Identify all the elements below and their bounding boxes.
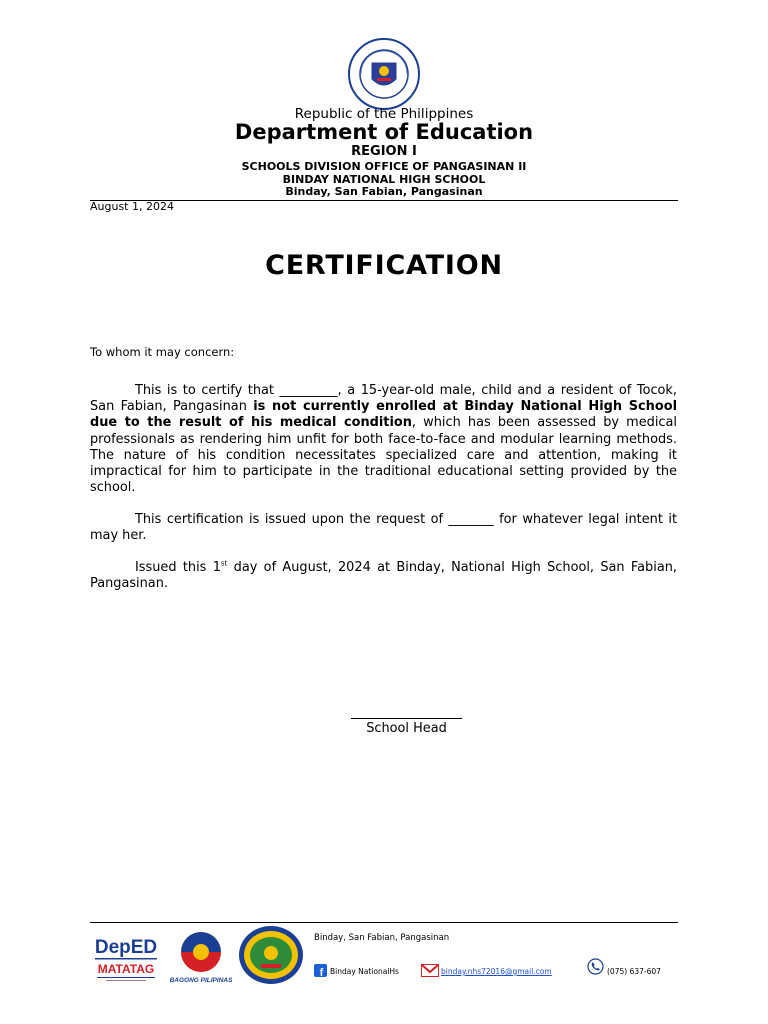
document-title: CERTIFICATION — [265, 250, 503, 281]
email-link[interactable]: binday.nhs72016@gmail.com — [441, 967, 552, 976]
svg-text:f: f — [319, 967, 324, 977]
p3-ordinal-suffix: st — [220, 559, 228, 568]
salutation: To whom it may concern: — [90, 345, 235, 359]
facebook-icon[interactable] — [314, 962, 327, 975]
matatag-logo-text: MATATAG — [97, 962, 155, 976]
signature-label: School Head — [366, 721, 447, 736]
school-address: Binday, San Fabian, Pangasinan — [285, 185, 483, 198]
footer-divider — [90, 922, 678, 923]
body-paragraph-2: This certification is issued upon the request of _______ for whatever legal intent it may her. — [90, 512, 677, 544]
footer-address: Binday, San Fabian, Pangasinan — [314, 933, 450, 943]
facebook-page-name[interactable]: Binday NationalHs — [330, 967, 399, 976]
p1-text-end: , which has been assessed by medical professionals as rendering him unfit for both face-to-face and modular learning methods. The nature of his condition necessitates specialized care and attention, making it impractical for him to participate in the traditional educational setting provided by the school. — [90, 415, 678, 496]
department-heading: Department of Education — [234, 120, 534, 144]
deped-matatag-logo — [92, 932, 160, 986]
body-paragraph-1 — [90, 383, 677, 496]
gmail-icon[interactable] — [421, 962, 439, 975]
bagong-pilipinas-logo — [170, 928, 232, 986]
p1-bold-text: is not currently enrolled at Binday National High School due to the result of his medical condition — [90, 399, 677, 431]
p3-text-start: Issued this 1 — [135, 560, 221, 575]
school-heading: BINDAY NATIONAL HIGH SCHOOL — [282, 173, 486, 186]
p3-text-end: day of August, 2024 at Binday, National High School, San Fabian, Pangasinan. — [90, 560, 677, 592]
phone-number[interactable]: (075) 637-607 — [607, 967, 661, 976]
phone-icon[interactable] — [587, 958, 604, 975]
bagong-pilipinas-text: BAGONG PILIPINAS — [170, 977, 232, 984]
p1-text-start: This is to certify that _________, a 15-year-old male, child and a resident of Tocok, San Fabian, Pangasinan — [90, 383, 677, 415]
republic-heading: Republic of the Philippines — [294, 106, 474, 122]
header-divider — [90, 200, 678, 201]
signature-line — [351, 718, 462, 719]
deped-logo-text: DepED — [94, 937, 158, 958]
document-date: August 1, 2024 — [90, 200, 174, 213]
school-seal-logo — [237, 924, 305, 986]
deped-seal-logo — [347, 37, 421, 111]
body-paragraph-3 — [90, 560, 677, 592]
division-heading: SCHOOLS DIVISION OFFICE OF PANGASINAN II — [241, 160, 527, 173]
region-heading: REGION I — [351, 144, 417, 159]
